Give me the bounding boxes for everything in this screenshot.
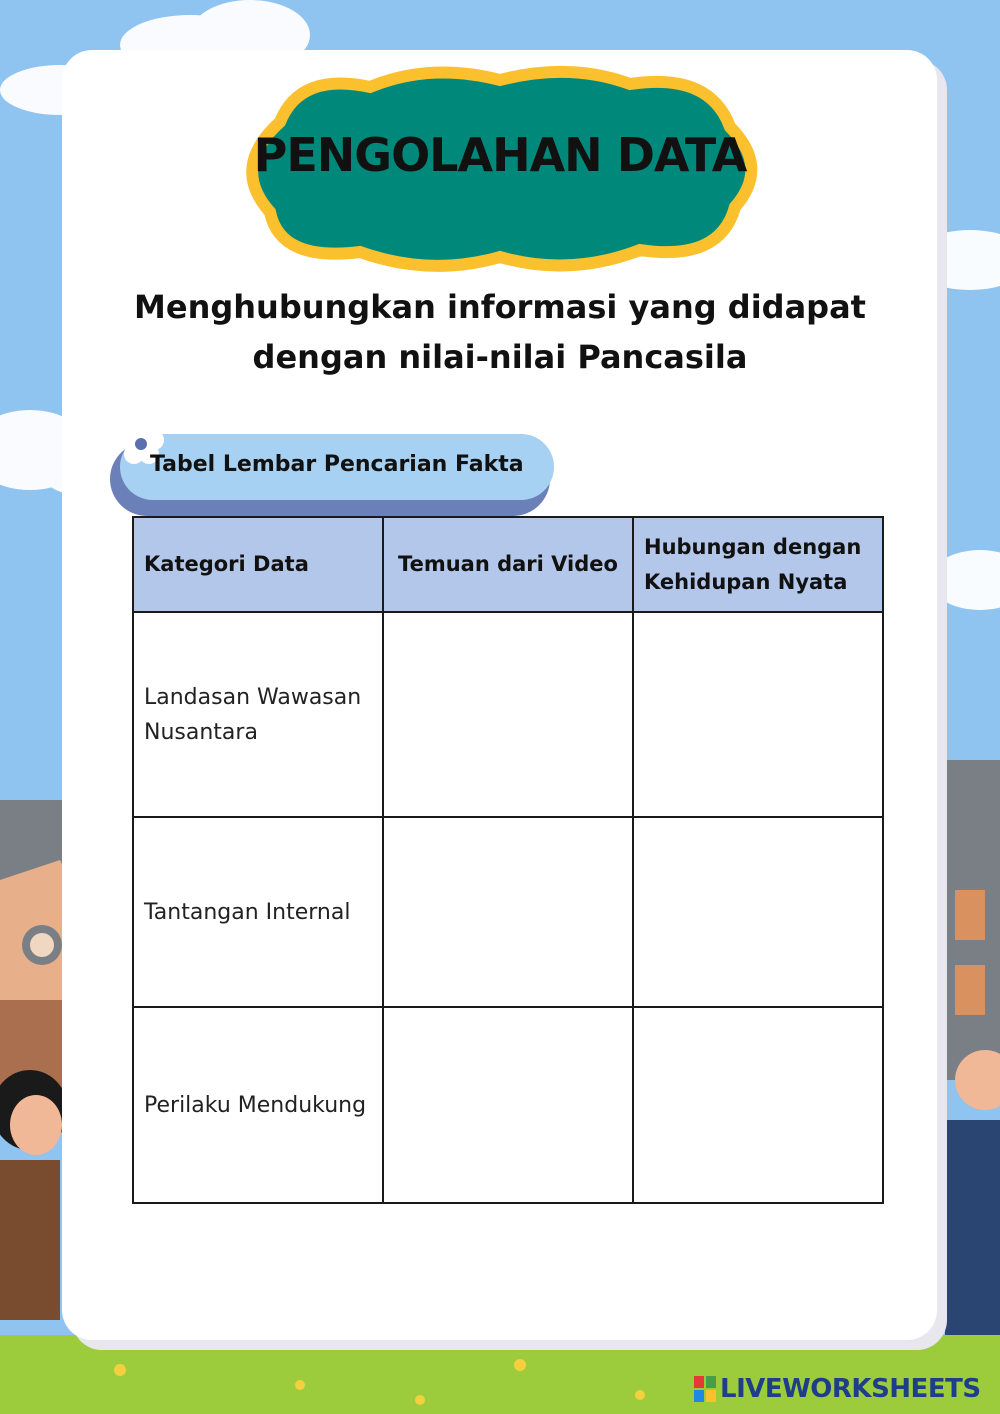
table-row (133, 817, 883, 1007)
liveworksheets-logo-icon (694, 1376, 716, 1402)
header-kategori-data: Kategori Data (133, 517, 383, 612)
relation-cell[interactable] (633, 1007, 883, 1203)
finding-cell[interactable] (383, 1007, 633, 1203)
finding-cell[interactable] (383, 612, 633, 817)
fact-table (132, 516, 884, 1204)
header-temuan-dari-video: Temuan dari Video (383, 517, 633, 612)
relation-cell[interactable] (633, 817, 883, 1007)
table-row (133, 612, 883, 817)
category-cell: Landasan Wawasan Nusantara (133, 612, 383, 817)
table-row (133, 1007, 883, 1203)
student-left-icon (0, 1070, 68, 1320)
relation-cell[interactable] (633, 612, 883, 817)
category-cell: Perilaku Mendukung (133, 1007, 383, 1203)
header-hubungan-kehidupan-nyata: Hubungan dengan Kehidupan Nyata (633, 517, 883, 612)
subtitle-line-1: Menghubungkan informasi yang didapat (134, 288, 866, 326)
finding-cell[interactable] (383, 817, 633, 1007)
page-title: PENGOLAHAN DATA (253, 128, 747, 182)
liveworksheets-brand[interactable] (694, 1374, 981, 1404)
category-cell: Tantangan Internal (133, 817, 383, 1007)
table-header-row (133, 517, 883, 612)
brand-text: LIVEWORKSHEETS (720, 1374, 981, 1404)
page-subtitle (100, 282, 900, 382)
section-label: Tabel Lembar Pencarian Fakta (150, 452, 524, 477)
subtitle-line-2: dengan nilai-nilai Pancasila (252, 338, 748, 376)
